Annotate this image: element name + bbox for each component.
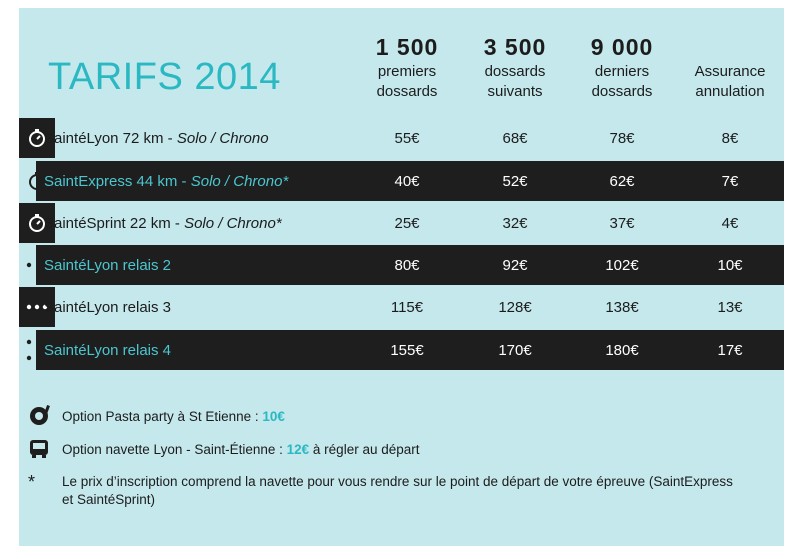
table-row: SaintExpress 44 km - Solo / Chrono* 40€ 52€ 62€ 7€ (36, 161, 784, 201)
bus-icon (28, 438, 50, 465)
footnote: Le prix d’inscription comprend la navette pour vous rendre sur le point de départ de votre épreuve (SaintExpress et SaintéSprint) (62, 474, 733, 507)
table-row: SaintéSprint 22 km - Solo / Chrono* 25€ 32€ 37€ 4€ (44, 214, 739, 232)
column-header-9000: 9 000 derniers dossards (590, 34, 654, 100)
page-title: TARIFS 2014 (48, 56, 281, 98)
shuttle-option: Option navette Lyon - Saint-Étienne : 12€ à régler au départ (62, 442, 420, 457)
pasta-icon (28, 403, 52, 432)
table-row: SaintéLyon 72 km - Solo / Chrono 55€ 68€ 78€ 8€ (44, 129, 739, 147)
asterisk: * (28, 472, 36, 492)
table-row: SaintéLyon relais 2 80€ 92€ 102€ 10€ (36, 245, 784, 285)
table-row: SaintéLyon relais 3 115€ 128€ 138€ 13€ (44, 298, 743, 316)
column-header-3500: 3 500 dossards suivants (483, 34, 547, 100)
column-header-insurance: Assurance annulation (694, 63, 766, 100)
column-header-1500: 1 500 premiers dossards (375, 34, 439, 100)
pasta-option: Option Pasta party à St Etienne : 10€ (62, 409, 285, 424)
table-row: SaintéLyon relais 4 155€ 170€ 180€ 17€ (36, 330, 784, 370)
